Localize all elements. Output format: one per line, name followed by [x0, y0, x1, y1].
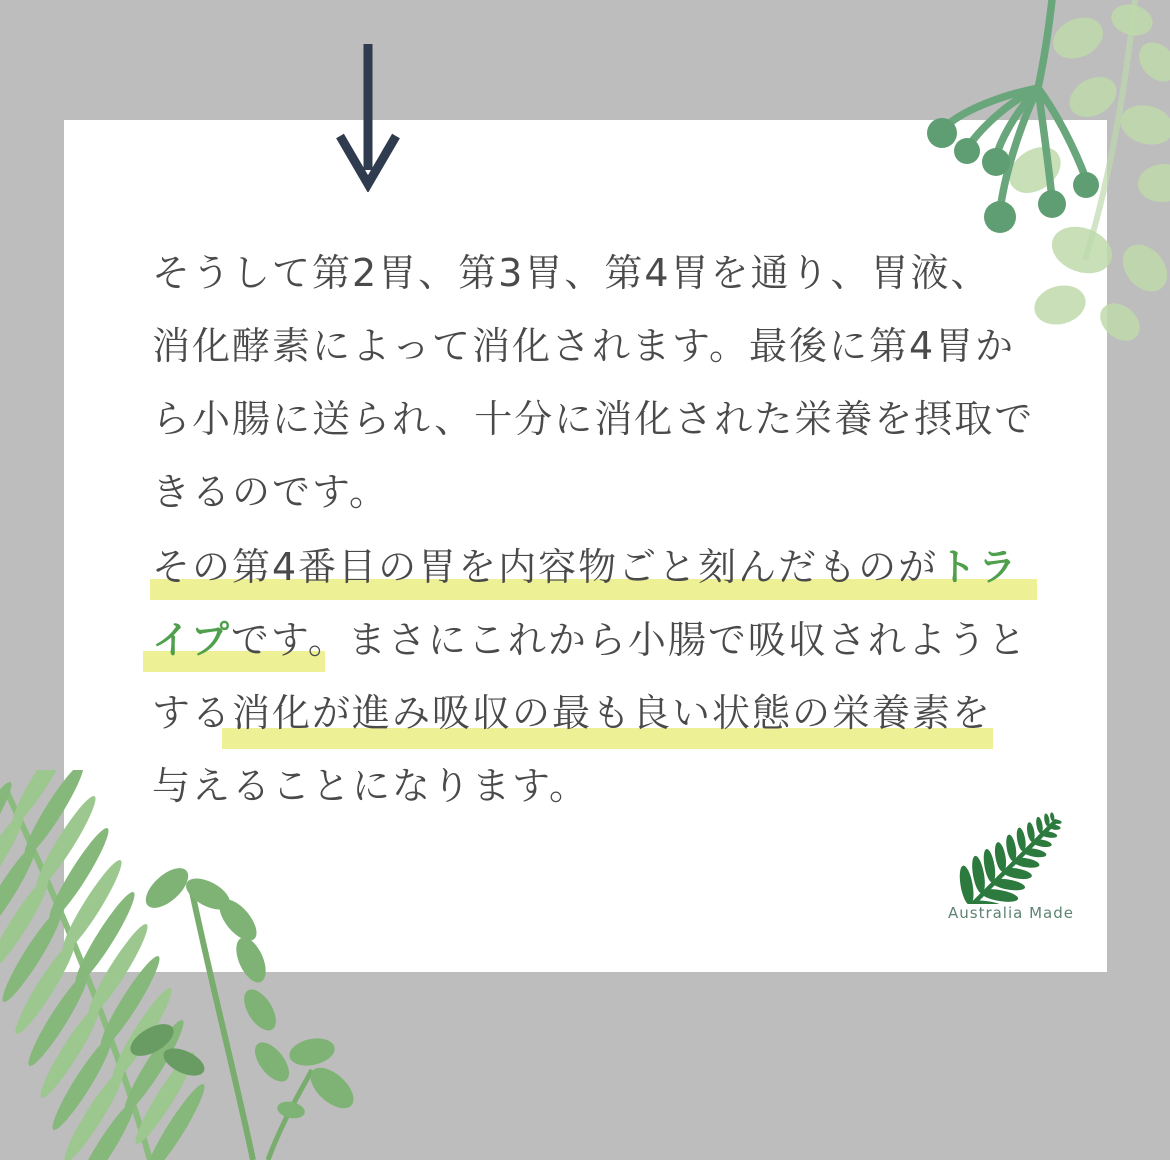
line-text: ら小腸に送られ、十分に消化された栄養を摂取で: [152, 397, 1035, 441]
fern-leaf-icon: [926, 778, 1094, 904]
text-line-1: [152, 250, 991, 296]
text-line-2: [152, 323, 1015, 369]
line-text: そうして第2胃、第3胃、第4胃を通り、胃液、: [152, 251, 991, 295]
text-line-6: [152, 617, 1028, 663]
line-text: 消化酵素によって消化されます。最後に第4胃か: [152, 324, 1016, 368]
text-line-7: [152, 690, 992, 736]
line-text: 与えることになります。: [152, 764, 589, 808]
accent-text: トラ: [938, 545, 1019, 589]
line-text: です。まさにこれから小腸で吸収されようと: [230, 618, 1028, 662]
line-text: する消化が進み吸収の最も良い状態の栄養素を: [152, 691, 993, 735]
text-line-3: [152, 396, 1034, 442]
line-text: きるのです。: [152, 470, 389, 514]
text-line-8: [152, 763, 589, 809]
accent-text: イプ: [152, 618, 231, 662]
small-sprig-group: [268, 1035, 361, 1160]
down-arrow-icon: [332, 42, 404, 192]
palm-frond-and-sprig-decoration: [0, 770, 420, 1160]
palm-frond-group: [0, 770, 211, 1160]
text-line-5: [152, 544, 1018, 590]
text-line-4: [152, 469, 389, 515]
line-text: その第4番目の胃を内容物ごと刻んだものが: [152, 545, 939, 589]
logo-caption: Australia Made: [947, 904, 1074, 922]
